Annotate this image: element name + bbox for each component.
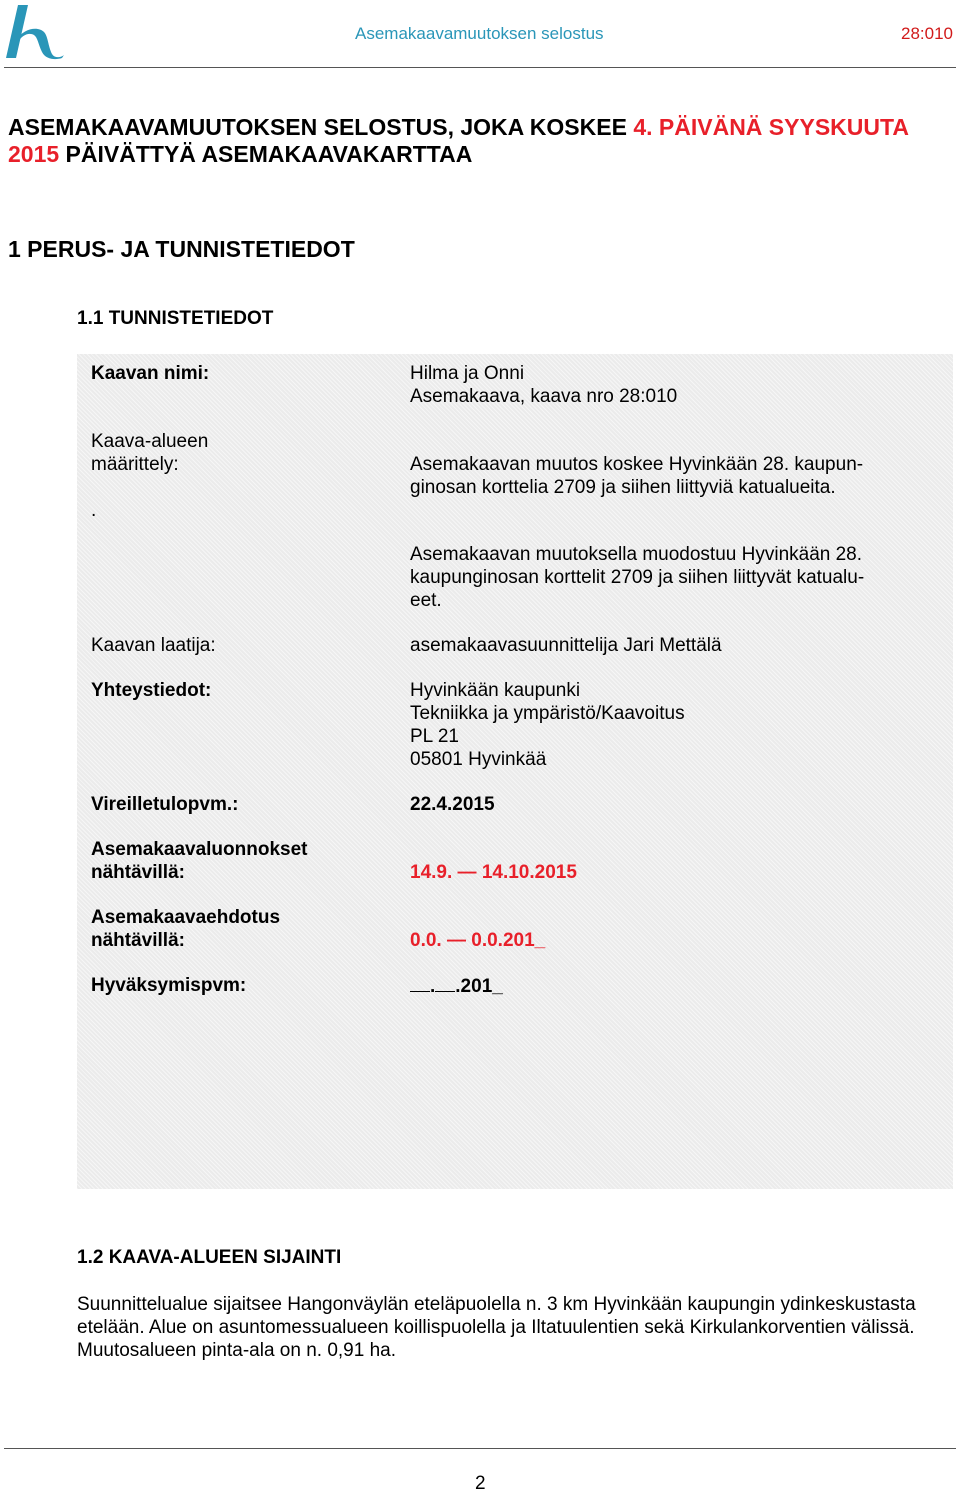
main-title-line-1: ASEMAKAAVAMUUTOKSEN SELOSTUS, JOKA KOSKEE 4. PÄIVÄNÄ SYYSKUUTA [8,114,909,140]
kaava-alue-value-2a: Asemakaavan muutoksella muodostuu Hyvinkään 28. [410,544,863,565]
hyvaksymispvm-label: Hyväksymispvm: [91,975,247,996]
kaava-alue-label-1: Kaava-alueen [91,431,209,452]
main-title-line-2: 2015 PÄIVÄTTYÄ ASEMAKAAVAKARTTAA [8,141,473,167]
section-1-2-heading: 1.2 KAAVA-ALUEEN SIJAINTI [77,1247,342,1268]
vireilletulopvm-label: Vireilletulopvm.: [91,794,239,815]
document-code: 28:010 [901,24,953,43]
document-title: Asemakaavamuutoksen selostus [355,24,604,43]
kaava-alue-value-2b: kaupunginosan korttelit 2709 ja siihen liittyvät katualu- [410,567,865,588]
kaava-alue-value-2c: eet. [410,590,442,611]
vireilletulopvm-value: 22.4.2015 [410,794,495,815]
page-number: 2 [475,1473,486,1494]
section-1-1-heading: 1.1 TUNNISTETIEDOT [77,308,274,329]
kaavan-nimi-label: Kaavan nimi: [91,363,210,384]
ehdotus-label-2: nähtävillä: [91,930,185,951]
header-divider [4,67,956,68]
ehdotus-label-1: Asemakaavaehdotus [91,907,281,928]
luonnokset-value: 14.9. — 14.10.2015 [410,862,577,883]
yhteystiedot-label: Yhteystiedot: [91,680,212,701]
yhteystiedot-line-3: PL 21 [410,726,459,747]
location-paragraph-line-2: etelään. Alue on asuntomessualueen koillispuolella ja Iltatuulentien sekä Kirkulankorventien välissä. [77,1317,915,1338]
yhteystiedot-line-1: Hyvinkään kaupunki [410,680,581,701]
yhteystiedot-line-4: 05801 Hyvinkää [410,749,547,770]
section-1-heading: 1 PERUS- JA TUNNISTETIEDOT [8,236,355,262]
ehdotus-value: 0.0. — 0.0.201_ [410,930,546,951]
kaava-alue-dot: . [91,500,97,521]
kaava-alue-value-1b: ginosan korttelia 2709 ja siihen liittyviä katualueita. [410,477,836,498]
location-paragraph-line-1: Suunnittelualue sijaitsee Hangonväylän eteläpuolella n. 3 km Hyvinkään kaupungin ydinkeskustasta [77,1294,916,1315]
kaavan-laatija-value: asemakaavasuunnittelija Jari Mettälä [410,635,722,656]
hyvaksymispvm-value: . .201_ [410,974,503,998]
yhteystiedot-line-2: Tekniikka ja ympäristö/Kaavoitus [410,703,685,724]
footer-divider [4,1448,956,1449]
kaava-alue-value-1a: Asemakaavan muutos koskee Hyvinkään 28. kaupun- [410,454,864,475]
kaavan-laatija-label: Kaavan laatija: [91,635,216,656]
kaava-alue-label-2: määrittely: [91,454,179,475]
location-paragraph-line-3: Muutosalueen pinta-ala on n. 0,91 ha. [77,1340,397,1361]
kaavan-nimi-value-1: Hilma ja Onni [410,363,525,384]
luonnokset-label-1: Asemakaavaluonnokset [91,839,308,860]
kaavan-nimi-value-2: Asemakaava, kaava nro 28:010 [410,386,678,407]
hyvinkaa-h-logo-icon [4,2,66,60]
luonnokset-label-2: nähtävillä: [91,862,185,883]
